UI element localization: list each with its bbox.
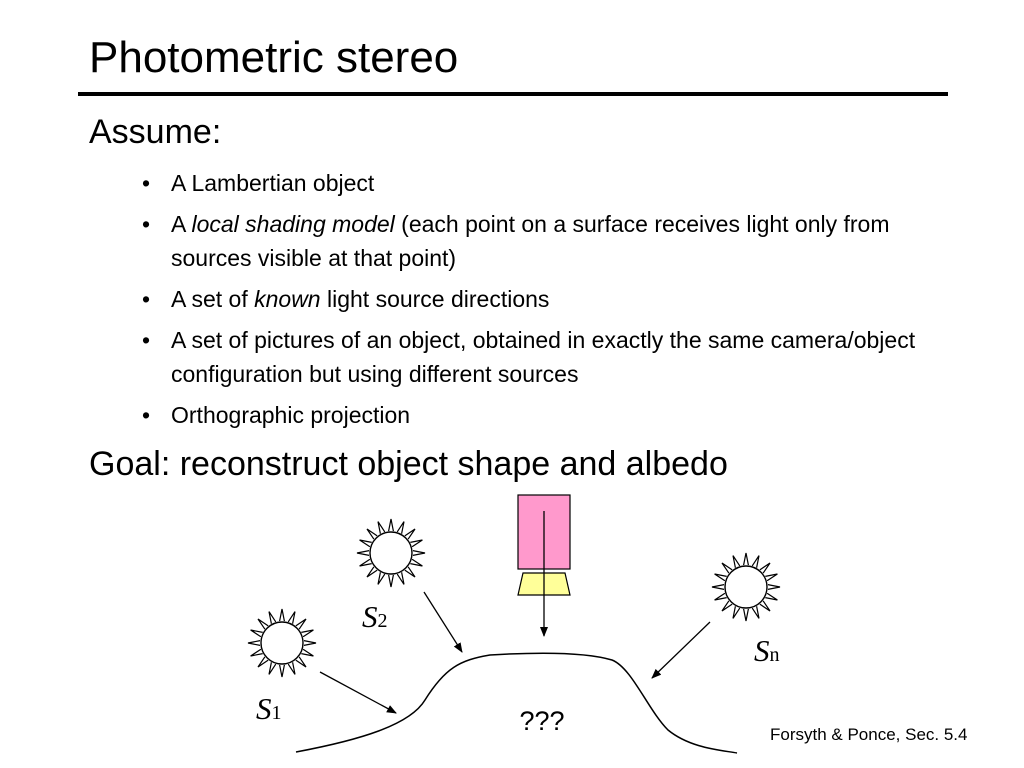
bullet-text: A: [171, 211, 192, 237]
citation: Forsyth & Ponce, Sec. 5.4: [770, 725, 968, 744]
bullet-emphasis: known: [254, 286, 321, 312]
sun-icon: [248, 609, 316, 677]
assume-heading: Assume:: [89, 113, 222, 151]
object-surface: [296, 653, 737, 753]
sun-icon: [357, 519, 425, 587]
bullet-text: A set of pictures of an object, obtained in exactly the same camera/object configuration but using different sources: [171, 327, 916, 387]
source-label-1: S1: [256, 691, 282, 726]
bullet-text: A set of: [171, 286, 255, 312]
bullet-emphasis: local shading model: [191, 211, 395, 237]
source-label-n: Sn: [754, 633, 780, 668]
light-arrow-sn: [652, 622, 710, 678]
camera-icon: [518, 495, 570, 636]
slide-title: Photometric stereo: [89, 33, 459, 82]
goal-heading: Goal: reconstruct object shape and albedo: [89, 445, 728, 483]
source-label-2: S2: [362, 599, 388, 634]
sun-disk: [370, 532, 412, 574]
unknown-shape-label: ???: [519, 706, 565, 736]
bullet-text: (each point on a surface receives light only from sources visible at that point): [171, 211, 890, 271]
bullet-text: light source directions: [320, 286, 550, 312]
light-arrow-s1: [320, 672, 396, 713]
bullet-text: A Lambertian object: [171, 170, 375, 196]
sun-disk: [725, 566, 767, 608]
light-arrow-s2: [424, 592, 462, 652]
bullet-text: Orthographic projection: [171, 402, 411, 428]
sun-disk: [261, 622, 303, 664]
sun-icon: [712, 553, 780, 621]
